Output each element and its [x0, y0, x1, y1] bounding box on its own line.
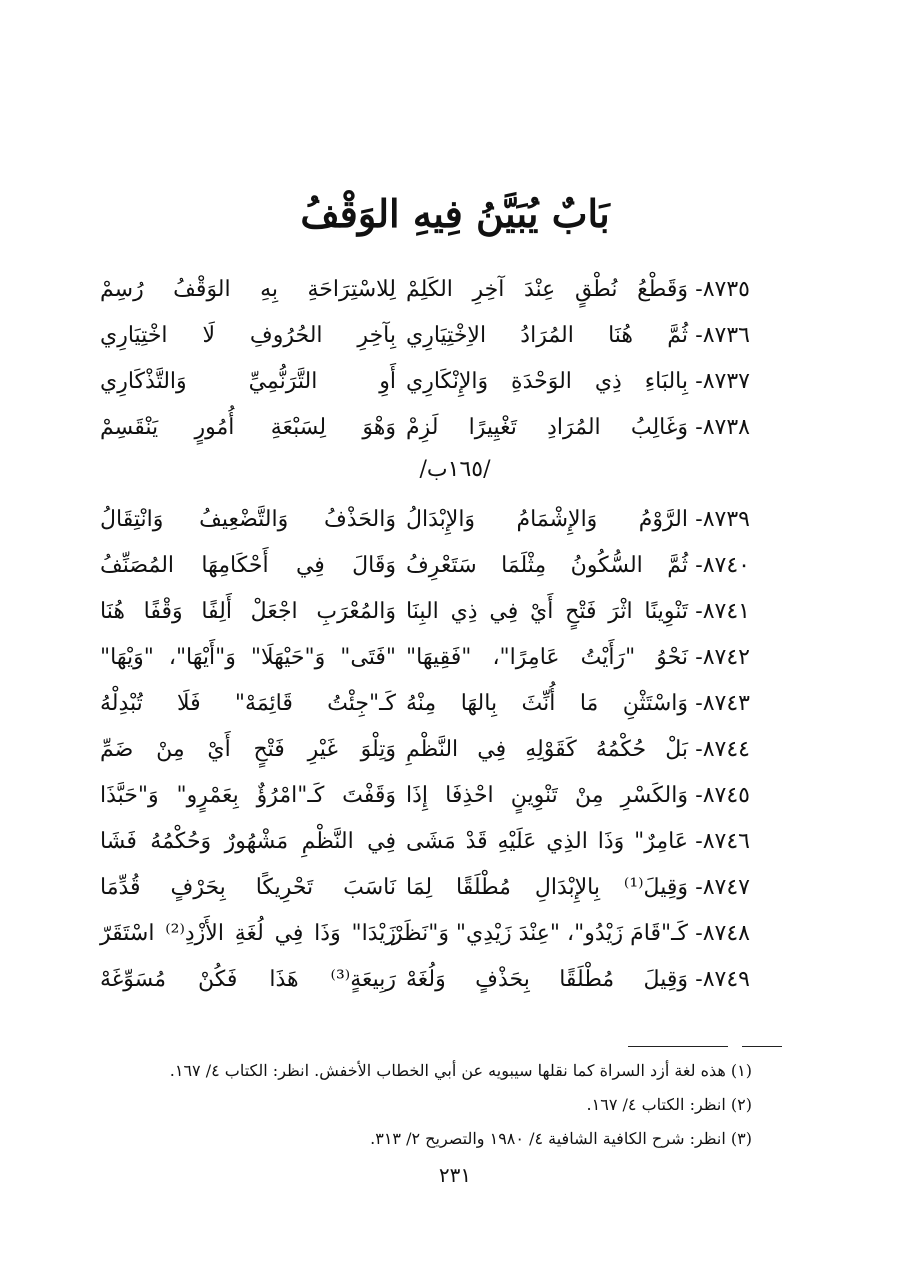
verse-number: ٨٧٤٧- — [695, 875, 750, 900]
verse-number: ٨٧٤٨- — [695, 921, 750, 946]
verse-line — [100, 316, 750, 356]
verse-number: ٨٧٤٦- — [695, 829, 750, 854]
footnote: (١) هذه لغة أزد السراة كما نقلها سيبويه عن أبي الخطاب الأخفش. انظر: الكتاب ٤/ ١٦٧. — [169, 1061, 752, 1080]
verse-line — [100, 684, 750, 724]
verse-second-hemistich: وَقَفْتَ كَـ"امْرُؤٌ بِعَمْرٍو" وَ"حَبَّذَا — [100, 783, 396, 808]
verse-number: ٨٧٤٩- — [695, 967, 750, 992]
footnote: (٣) انظر: شرح الكافية الشافية ٤/ ١٩٨٠ والتصريح ٢/ ٣١٣. — [370, 1129, 752, 1148]
verse-first-hemistich: وَقِيلَ مُطْلَقًا بِحَذْفٍ وَلُغَهْ — [406, 967, 688, 992]
verse-second-hemistich: وَهْوَ لِسَبْعَةِ أُمُورٍ يَنْقَسِمْ — [100, 415, 396, 440]
verse-second-hemistich: زَيْدَا" وَذَا فِي لُغَةِ الأَزْدِ⁽²⁾ اسْتَقَرّ — [100, 921, 396, 946]
verse-number: ٨٧٣٥- — [695, 277, 750, 302]
verse-line — [100, 776, 750, 816]
verse-first-hemistich: نَحْوُ "رَأَيْتُ عَامِرًا"، "فَقِيهَا" — [406, 645, 688, 670]
verse-number: ٨٧٤٠- — [695, 553, 750, 578]
verse-first-hemistich: وَالكَسْرِ مِنْ تَنْوِينٍ احْذِفَا إِذَا — [406, 783, 688, 808]
verse-line — [100, 960, 750, 1000]
verse-line — [100, 362, 750, 402]
verse-second-hemistich: وَالحَذْفُ وَالتَّضْعِيفُ وَانْتِقَالُ — [100, 507, 396, 532]
verse-number: ٨٧٤٥- — [695, 783, 750, 808]
verse-first-hemistich: ثُمَّ هُنَا المُرَادُ الاِخْتِيَارِي — [406, 323, 688, 348]
verse-line — [100, 868, 750, 908]
verse-line — [100, 592, 750, 632]
verse-second-hemistich: نَاسَبَ تَحْرِيكًا بِحَرْفٍ قُدِّمَا — [100, 875, 396, 900]
verse-second-hemistich: رَبِيعَةٍ⁽³⁾ هَذَا فَكُنْ مُسَوِّغَهْ — [100, 967, 396, 992]
verse-line — [100, 500, 750, 540]
verse-second-hemistich: "فَتَى" وَ"حَيْهَلَا" وَ"أَيْهَا"، "وَيْهَا" — [100, 645, 396, 670]
verse-number: ٨٧٣٩- — [695, 507, 750, 532]
verse-second-hemistich: فِي النَّظْمِ مَشْهُورٌ وَحُكْمُهُ فَشَا — [100, 829, 396, 854]
verse-number: ٨٧٣٨- — [695, 415, 750, 440]
verse-first-hemistich: تَنْوِينًا اثْرَ فَتْحٍ أَيْ فِي ذِي البِنَا — [406, 599, 688, 624]
verse-number: ٨٧٤٣- — [695, 691, 750, 716]
verse-line — [100, 914, 750, 954]
footnote: (٢) انظر: الكتاب ٤/ ١٦٧. — [586, 1095, 752, 1114]
verse-number: ٨٧٣٦- — [695, 323, 750, 348]
verse-line — [100, 546, 750, 586]
verse-second-hemistich: وَتِلْوَ غَيْرِ فَتْحٍ أَيْ مِنْ ضَمِّ — [100, 737, 396, 762]
verse-number: ٨٧٤١- — [695, 599, 750, 624]
verse-first-hemistich: عَامِرٌ" وَذَا الذِي عَلَيْهِ قَدْ مَشَى — [406, 829, 688, 854]
verse-first-hemistich: وَغَالِبُ المُرَادِ تَغْيِيرًا لَزِمْ — [406, 415, 688, 440]
verse-line — [100, 822, 750, 862]
verse-first-hemistich: وَقِيلَ⁽¹⁾ بِالإِبْدَالِ مُطْلَقًا لِمَا — [406, 875, 688, 900]
page-number: ٢٣١ — [438, 1163, 472, 1187]
verse-second-hemistich: أَوِ التَّرَنُّمِيِّ وَالتَّذْكَارِي — [100, 369, 396, 394]
verse-second-hemistich: لِلاسْتِرَاحَةِ بِهِ الوَقْفُ رُسِمْ — [100, 277, 396, 302]
verse-number: ٨٧٤٤- — [695, 737, 750, 762]
verse-line — [100, 730, 750, 770]
chapter-title: بَابٌ يُبَيَّنُ فِيهِ الوَقْفُ — [300, 191, 610, 236]
verse-first-hemistich: كَـ"قَامَ زَيْدُو"، "عِنْدَ زَيْدِي" وَ"نَظَرْ — [391, 921, 688, 946]
verse-line — [100, 408, 750, 448]
verse-number: ٨٧٣٧- — [695, 369, 750, 394]
verse-second-hemistich: وَالمُعْرَبِ اجْعَلْ أَلِفًا وَقْفًا هُنَا — [100, 599, 396, 624]
verse-line — [100, 270, 750, 310]
verse-second-hemistich: كَـ"جِئْتُ قَائِمَهْ" فَلَا تُبْدِلْهُ — [100, 691, 396, 716]
verse-second-hemistich: وَقَالَ فِي أَحْكَامِهَا المُصَنِّفُ — [100, 553, 396, 578]
verse-first-hemistich: الرَّوْمُ وَالإِشْمَامُ وَالإِبْدَالُ — [406, 507, 688, 532]
verse-first-hemistich: وَقَطْعُ نُطْقٍ عِنْدَ آخِرِ الكَلِمْ — [406, 277, 688, 302]
verse-first-hemistich: بَلْ حُكْمُهُ كَقَوْلِهِ فِي النَّظْمِ — [406, 737, 688, 762]
footnote-separator — [628, 1046, 728, 1047]
verse-first-hemistich: وَاسْتَثْنِ مَا أُنِّثَ بِالهَا مِنْهُ — [406, 691, 688, 716]
footnote-separator-short — [742, 1046, 782, 1047]
verse-line — [100, 638, 750, 678]
verse-second-hemistich: بِآخِرِ الحُرُوفِ لَا اخْتِيَارِي — [100, 323, 396, 348]
verse-number: ٨٧٤٢- — [695, 645, 750, 670]
manuscript-folio-marker: /١٦٥ب/ — [419, 457, 491, 482]
verse-first-hemistich: ثُمَّ السُّكُونُ مِثْلَمَا سَتَعْرِفُ — [406, 553, 688, 578]
verse-first-hemistich: بِالبَاءِ ذِي الوَحْدَةِ وَالإِنْكَارِي — [406, 369, 688, 394]
